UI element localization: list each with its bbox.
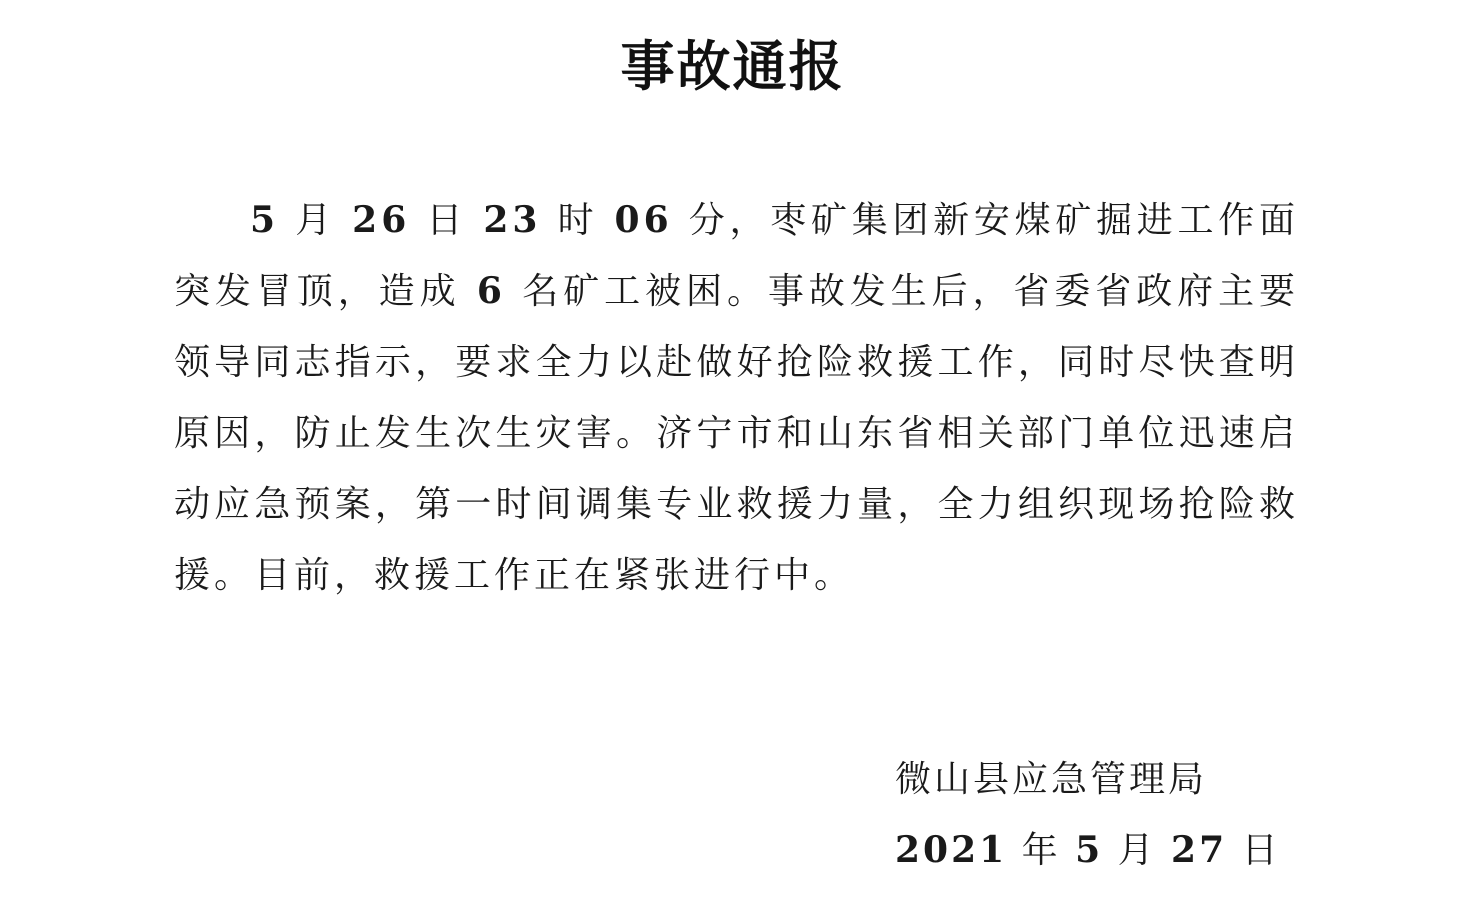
issue-date: 2021 年 5 月 27 日 [895,829,1281,871]
issuer-name: 微山县应急管理局 [895,759,1208,800]
signature-block [895,745,1281,886]
document-title: 事故通报 [620,34,845,98]
notice-paragraph: 5 月 26 日 23 时 06 分，枣矿集团新安煤矿掘进工作面突发冒顶，造成 6 名矿工被困。事故发生后，省委省政府主要领导同志指示，要求全力以赴做好抢险救援工作，同时尽快查明原因，防止发生次生灾害。济宁市和山东省相关部门单位迅速启动应急预案，第一时间调集专业救援力量，全力组织现场抢险救援。目前，救援工作正在紧张进行中。 [174,199,1299,596]
